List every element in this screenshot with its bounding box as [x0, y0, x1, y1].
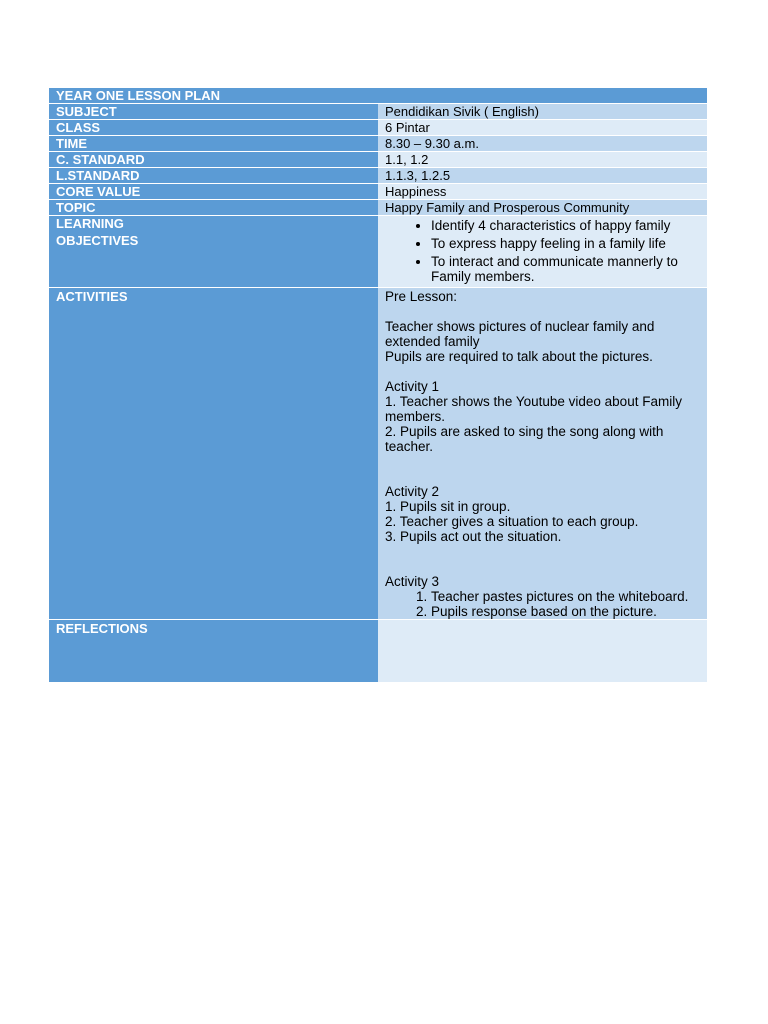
objective-item: • To interact and communicate mannerly to Family members.	[431, 254, 700, 284]
objectives-label-line1: LEARNING	[56, 216, 124, 231]
subject-label: SUBJECT	[49, 104, 378, 120]
objective-item: • To express happy feeling in a family life	[431, 236, 700, 251]
subject-value: Pendidikan Sivik ( English)	[378, 104, 707, 120]
objectives-value	[378, 216, 707, 288]
reflections-value	[378, 620, 707, 683]
time-label: TIME	[49, 136, 378, 152]
activity2-heading: Activity 2	[385, 484, 440, 499]
topic-value: Happy Family and Prosperous Community	[378, 200, 707, 216]
time-row	[49, 136, 707, 152]
l-standard-row	[49, 168, 707, 184]
activities-label: ACTIVITIES	[49, 288, 378, 620]
pre-lesson-line: Pupils are required to talk about the pictures.	[385, 349, 653, 364]
objectives-label	[49, 216, 378, 288]
time-value: 8.30 – 9.30 a.m.	[378, 136, 707, 152]
class-value: 6 Pintar	[378, 120, 707, 136]
c-standard-label: C. STANDARD	[49, 152, 378, 168]
activity2-line: 1. Pupils sit in group.	[385, 499, 511, 514]
activity3-list	[385, 589, 700, 619]
activity1-line: 2. Pupils are asked to sing the song along with teacher.	[385, 424, 664, 454]
title-row	[49, 88, 707, 104]
objectives-row	[49, 216, 707, 288]
activity3-item: 2. Pupils response based on the picture.	[431, 604, 700, 619]
objective-item: • Identify 4 characteristics of happy family	[431, 218, 700, 233]
core-value-value: Happiness	[378, 184, 707, 200]
core-value-label: CORE VALUE	[49, 184, 378, 200]
c-standard-row	[49, 152, 707, 168]
pre-lesson-heading: Pre Lesson:	[385, 289, 458, 304]
pre-lesson-line: Teacher shows pictures of nuclear family and extended family	[385, 319, 655, 349]
activity1-heading: Activity 1	[385, 379, 440, 394]
reflections-label: REFLECTIONS	[49, 620, 378, 683]
activity3-heading: Activity 3	[385, 574, 440, 589]
topic-row	[49, 200, 707, 216]
class-label: CLASS	[49, 120, 378, 136]
activity1-line: 1. Teacher shows the Youtube video about Family members.	[385, 394, 682, 424]
reflections-row	[49, 620, 707, 683]
core-value-row	[49, 184, 707, 200]
activity3-item: 1. Teacher pastes pictures on the whiteboard.	[431, 589, 700, 604]
lesson-plan-table	[49, 87, 707, 682]
topic-label: TOPIC	[49, 200, 378, 216]
objectives-label-line2: OBJECTIVES	[56, 233, 139, 248]
activities-value	[378, 288, 707, 620]
c-standard-value: 1.1, 1.2	[378, 152, 707, 168]
activities-row	[49, 288, 707, 620]
lesson-plan-title: YEAR ONE LESSON PLAN	[49, 88, 707, 104]
subject-row	[49, 104, 707, 120]
activity2-line: 3. Pupils act out the situation.	[385, 529, 562, 544]
objectives-list	[385, 218, 700, 284]
activity2-line: 2. Teacher gives a situation to each group.	[385, 514, 639, 529]
l-standard-label: L.STANDARD	[49, 168, 378, 184]
l-standard-value: 1.1.3, 1.2.5	[378, 168, 707, 184]
class-row	[49, 120, 707, 136]
